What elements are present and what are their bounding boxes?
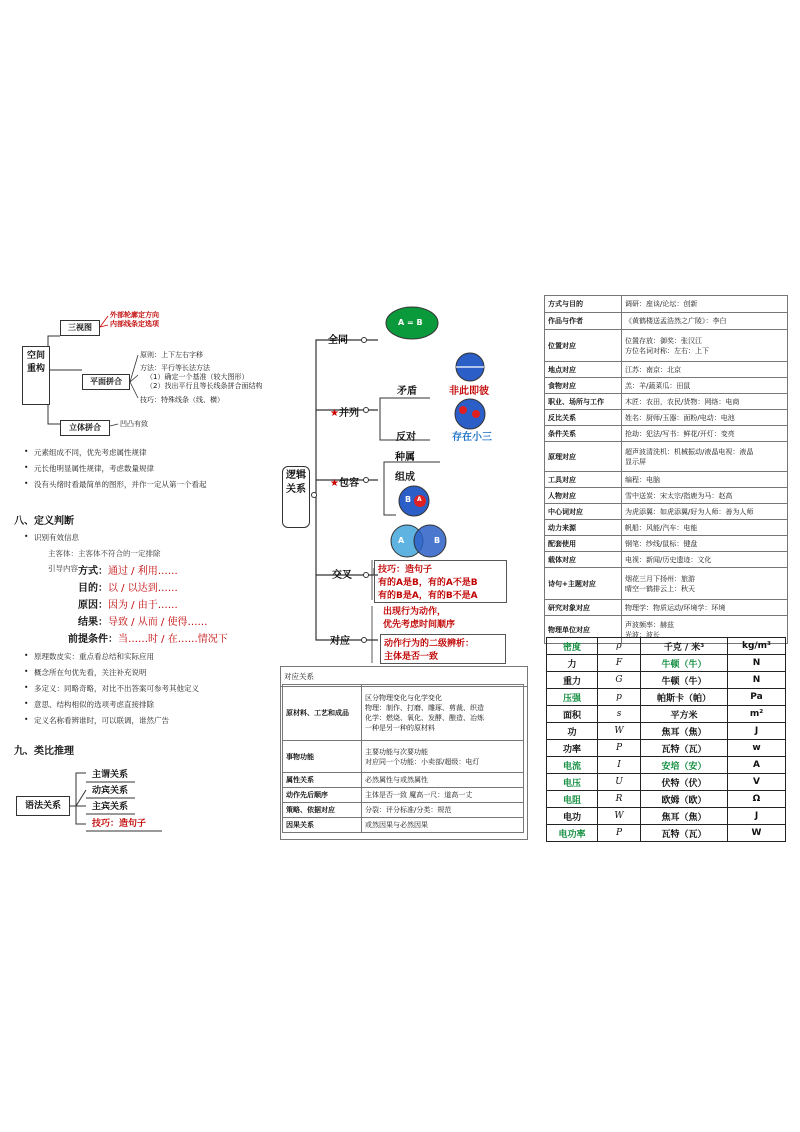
rule-bullet-3: • 没有头绪时看最简单的图形，并作一定从第一个看起 — [34, 479, 207, 490]
sec8-bullet-name: • 定义名称看辨谁时，可以联调，谁然广告 — [34, 715, 169, 726]
guide-item: 原因：因为 / 由于…… — [78, 600, 178, 611]
correspondence-table — [282, 684, 524, 833]
table-row: 压强 p 帕斯卡（帕） Pa — [547, 689, 786, 706]
star-icon: ★ — [330, 478, 339, 489]
table-row: 方式与目的 调研：座谈/论坛：创新 — [545, 296, 788, 313]
section-8-title: 八、定义判断 — [14, 516, 74, 527]
sec8-bullet-identify: • 识别有效信息 — [34, 532, 79, 543]
guide-item: 前提条件：当……时 / 在……情况下 — [68, 634, 228, 645]
table-row: 电压 U 伏特（伏） V — [547, 774, 786, 791]
table-row: 密度 ρ 千克 / 米³ kg/m³ — [547, 638, 786, 655]
node-plane-assembly: 平面拼合 — [82, 374, 130, 390]
guide-item: 方式：通过 / 利用…… — [78, 566, 178, 577]
rule-bullet-2: • 元长他明显属性规律，考虑数量规律 — [34, 463, 154, 474]
grammar-verb-object: 动宾关系 — [92, 786, 129, 796]
mid-tip: 技巧：特殊线条（线、横） — [140, 396, 224, 404]
node-contrary: 反对 — [396, 432, 416, 443]
table-row: 原材料、工艺和成品 区分物理变化与化学变化 物理：制作、打磨、雕琢、剪裁、织造 化学：燃烧、氧化、发酵、酿造、冶炼 一种是另一种的原材料 — [283, 685, 524, 741]
cross-rule-2: 有的B是A，有的B不是A — [378, 591, 478, 601]
table-row: 载体对应 电视：新闻/历史遗迹：文化 — [545, 552, 788, 568]
table-row: 重力 G 牛顿（牛） N — [547, 672, 786, 689]
node-parallel: ★并列 — [330, 408, 359, 419]
corr-note-1: 出现行为动作， 优先考虑时间顺序 — [383, 607, 456, 630]
table-row: 事物功能 主要功能与次要功能 对应同一个功能：小卖部/超级：电灯 — [283, 741, 524, 773]
table-row: 研究对象对应 物理学：物质运动/环境学：环境 — [545, 600, 788, 616]
table-row: 电流 I 安培（安） A — [547, 757, 786, 774]
table-row: 地点对应 江苏：南京：北京 — [545, 362, 788, 378]
note-concave-convex: 凹凸有致 — [120, 420, 148, 428]
table-row: 电功 W 焦耳（焦） J — [547, 808, 786, 825]
table-row: 物理单位对应 声波频率：赫兹 光波：波长 — [545, 616, 788, 644]
cross-note-box — [374, 560, 507, 603]
sec8-bullet-concept: • 概念所在句优先看，关注补充说明 — [34, 667, 147, 678]
sec8-bullet-similar: • 意思、结构相似的选项考虑直接排除 — [34, 699, 154, 710]
guide-item: 结果：导致 / 从而 / 使得…… — [78, 617, 208, 628]
table-row: 力 F 牛顿（牛） N — [547, 655, 786, 672]
cross-tip: 技巧：造句子 — [378, 565, 433, 575]
table-row: 动力来源 帆船：风能/汽车：电能 — [545, 520, 788, 536]
table-row: 职业、场所与工作 木匠：农田，农民/货物：网络：电商 — [545, 394, 788, 410]
table-row: 电阻 R 欧姆（欧） Ω — [547, 791, 786, 808]
physics-units-table — [546, 637, 786, 842]
table-row: 工具对应 编程：电脑 — [545, 472, 788, 488]
circle-label-b: B — [405, 495, 412, 504]
grammar-subject-predicate: 主谓关系 — [92, 770, 129, 780]
table-row: 策略、依据对应 分裂：评分标准/分类：规范 — [283, 803, 524, 818]
sec8-subject-object: 主客体：主客体不符合的一定排除 — [48, 549, 161, 558]
guide-item: 目的：以 / 以达到…… — [78, 583, 178, 594]
mid-principle: 原则：上下左右字移 — [140, 351, 203, 359]
grammar-subject-object: 主宾关系 — [92, 802, 129, 812]
star-icon: ★ — [330, 408, 339, 419]
section-9-title: 九、类比推理 — [14, 746, 74, 757]
note-third-exists: 存在小三 — [452, 432, 492, 443]
venn-label-b: B — [434, 536, 441, 545]
root-logic-relation: 逻辑关系 — [282, 466, 310, 528]
node-three-views: 三视图 — [60, 320, 100, 336]
node-inclusion: ★包容 — [330, 478, 359, 489]
root-label: 空间重构 — [26, 351, 45, 374]
node-intersection: 交叉 — [332, 570, 352, 581]
relation-table — [544, 295, 788, 644]
note-outer-outline: 外部轮廓定方向 — [110, 311, 159, 319]
rule-bullet-1: • 元素组成不同，优先考虑属性规律 — [34, 447, 147, 458]
corr-note-2: 动作行为的二级辨析： 主体是否一致 — [380, 634, 506, 664]
table-row: 位置对应 位置存放：御奖：张汉江 方位名词对称：左右：上下 — [545, 330, 788, 362]
venn-label-a: A — [398, 536, 405, 545]
table-row: 作品与作者 《黄鹤楼送孟浩然之广陵》：李白 — [545, 313, 788, 330]
table-row: 属性关系 必然属性与或然属性 — [283, 773, 524, 788]
node-composition: 组成 — [395, 472, 415, 483]
mid-step1: （1）确定一个基准（较大图形） — [146, 373, 249, 381]
node-identical: 全同 — [328, 335, 348, 346]
note-inner-lines: 内部线条定选项 — [110, 320, 159, 328]
table-row: 面积 s 平方米 m² — [547, 706, 786, 723]
table-row: 中心词对应 为虎添翼：如虎添翼/好为人师：善为人师 — [545, 504, 788, 520]
node-grammar-relation: 语法关系 — [16, 796, 70, 816]
table-row: 电功率 P 瓦特（瓦） W — [547, 825, 786, 842]
circle-a-equals-b: A = B — [398, 318, 423, 327]
circle-label-a: A — [417, 496, 422, 503]
sec8-bullet-multi: • 多定义：同略奇略，对比不出答案可参考其他定义 — [34, 683, 199, 694]
node-genus-species: 种属 — [395, 452, 415, 463]
table-row: 人物对应 雪中送炭：宋太宗/指鹿为马：赵高 — [545, 488, 788, 504]
table-row: 因果关系 或然因果与必然因果 — [283, 818, 524, 833]
note-either-or: 非此即彼 — [449, 386, 489, 397]
mid-method: 方法：平行等长法方法 — [140, 364, 210, 372]
node-contradiction: 矛盾 — [397, 386, 417, 397]
sec8-bullet-principle: • 原理数皮实：重点看总结和实际应用 — [34, 651, 154, 662]
node-correspondence: 对应 — [330, 636, 350, 647]
mid-step2: （2）找出平行且等长线条拼合面结构 — [146, 382, 263, 390]
table-row: 功 W 焦耳（焦） J — [547, 723, 786, 740]
table-title: 对应关系 — [281, 667, 527, 687]
grammar-tip: 技巧：造句子 — [92, 819, 147, 829]
table-row: 动作先后顺序 主体是否一致 魔高一尺：道高一丈 — [283, 788, 524, 803]
table-row: 条件关系 抢劫：犯法/写书：鲜花/开灯：变亮 — [545, 426, 788, 442]
table-row: 食物对应 羔：羊/蔬菜瓜：田鼠 — [545, 378, 788, 394]
sec8-guide-label: 引导内容： — [48, 564, 86, 573]
cross-rule-1: 有的A是B，有的A不是B — [378, 578, 478, 588]
table-row: 原理对应 超声波清洗机：机械振动/液晶电视：液晶 显示屏 — [545, 442, 788, 472]
table-row: 配套使用 钢笔：纱线/鼠标：键盘 — [545, 536, 788, 552]
node-solid-assembly: 立体拼合 — [60, 420, 110, 436]
table-row: 功率 P 瓦特（瓦） w — [547, 740, 786, 757]
table-row: 反比关系 姓名：厨师/玉器：面粉/电动：电池 — [545, 410, 788, 426]
table-row: 诗句+主题对应 烟花三月下扬州：旅游 晴空一鹤排云上：秋天 — [545, 568, 788, 600]
